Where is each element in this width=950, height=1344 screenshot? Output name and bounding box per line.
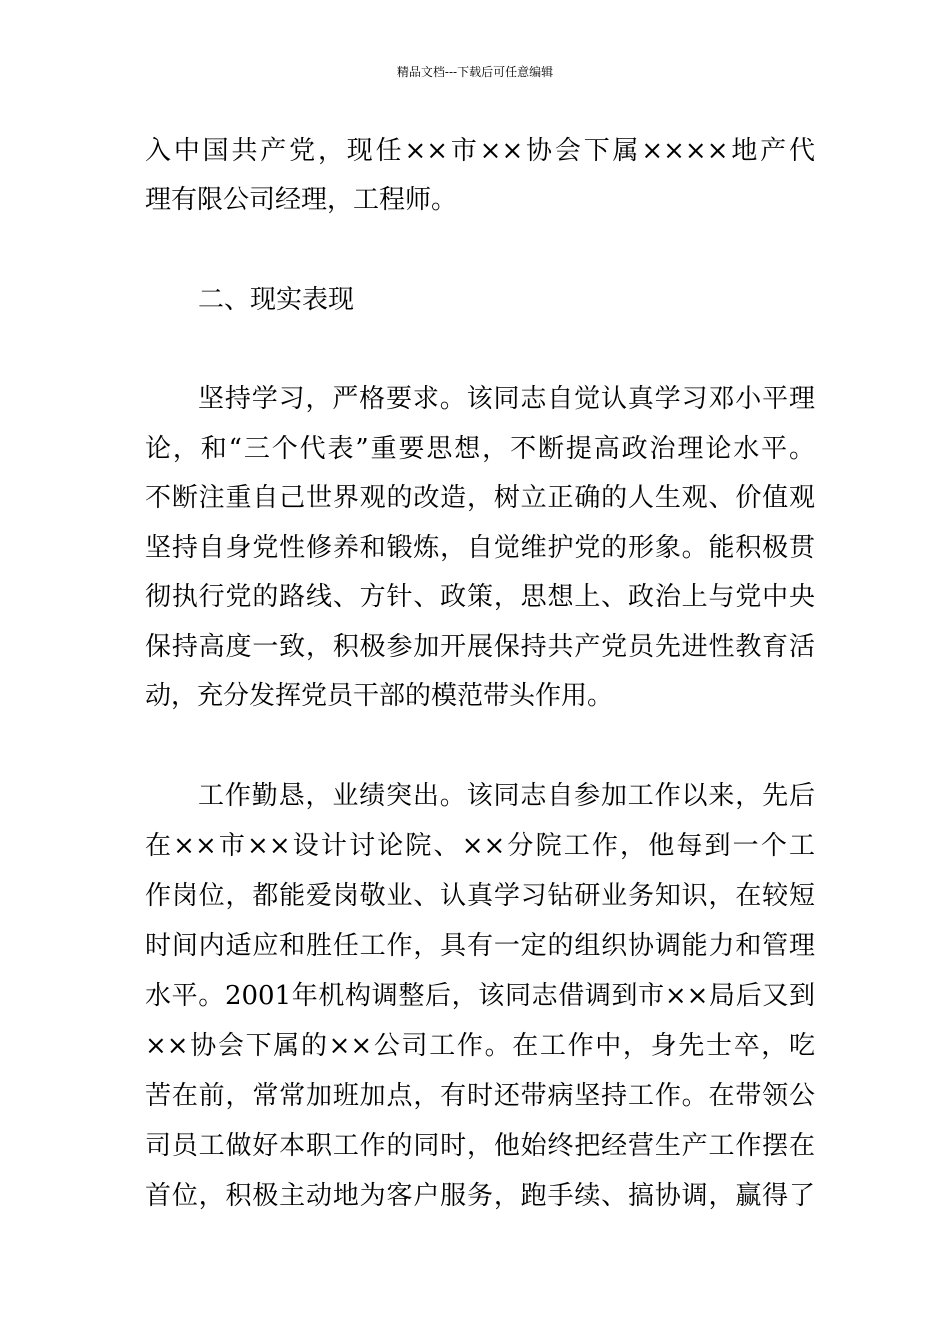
paragraph-4-line-8: 司员工做好本职工作的同时，他始终把经营生产工作摆在	[145, 1131, 815, 1161]
page-header: 精品文档---下载后可任意编辑	[396, 65, 554, 79]
paragraph-4-line-7: 苦在前，常常加班加点，有时还带病坚持工作。在带领公	[145, 1081, 815, 1111]
paragraph-4-line-4: 时间内适应和胜任工作，具有一定的组织协调能力和管理	[145, 931, 815, 961]
paragraph-4-line-6: ××协会下属的××公司工作。在工作中，身先士卒，吃	[145, 1031, 815, 1061]
paragraph-3-line-6: 保持高度一致，积极参加开展保持共产党员先进性教育活	[145, 632, 815, 662]
paragraph-3-line-7: 动，充分发挥党员干部的模范带头作用。	[145, 681, 614, 711]
paragraph-4-line-5: 水平。2001年机构调整后，该同志借调到市××局后又到	[145, 981, 815, 1011]
paragraph-4-line-3: 作岗位，都能爱岗敬业、认真学习钻研业务知识，在较短	[145, 881, 815, 911]
paragraph-3-line-2: 论，和“三个代表”重要思想，不断提高政治理论水平。	[145, 434, 815, 464]
paragraph-3-line-5: 彻执行党的路线、方针、政策，思想上、政治上与党中央	[145, 582, 815, 612]
paragraph-3-line-4: 坚持自身党性修养和锻炼，自觉维护党的形象。能积极贯	[145, 533, 815, 563]
section-heading: 二、现实表现	[198, 285, 355, 315]
paragraph-1-line-2: 理有限公司经理，工程师。	[145, 185, 458, 215]
paragraph-4-line-1: 工作勤恳，业绩突出。该同志自参加工作以来，先后	[198, 781, 815, 811]
paragraph-3-line-3: 不断注重自己世界观的改造，树立正确的人生观、价值观	[145, 483, 815, 513]
paragraph-3-line-1: 坚持学习，严格要求。该同志自觉认真学习邓小平理	[198, 384, 815, 414]
paragraph-4-line-2: 在××市××设计讨论院、××分院工作，他每到一个工	[145, 831, 815, 861]
paragraph-1-line-1: 入中国共产党，现任××市××协会下属××××地产代	[145, 136, 815, 166]
paragraph-4-line-9: 首位，积极主动地为客户服务，跑手续、搞协调，赢得了	[145, 1181, 815, 1211]
